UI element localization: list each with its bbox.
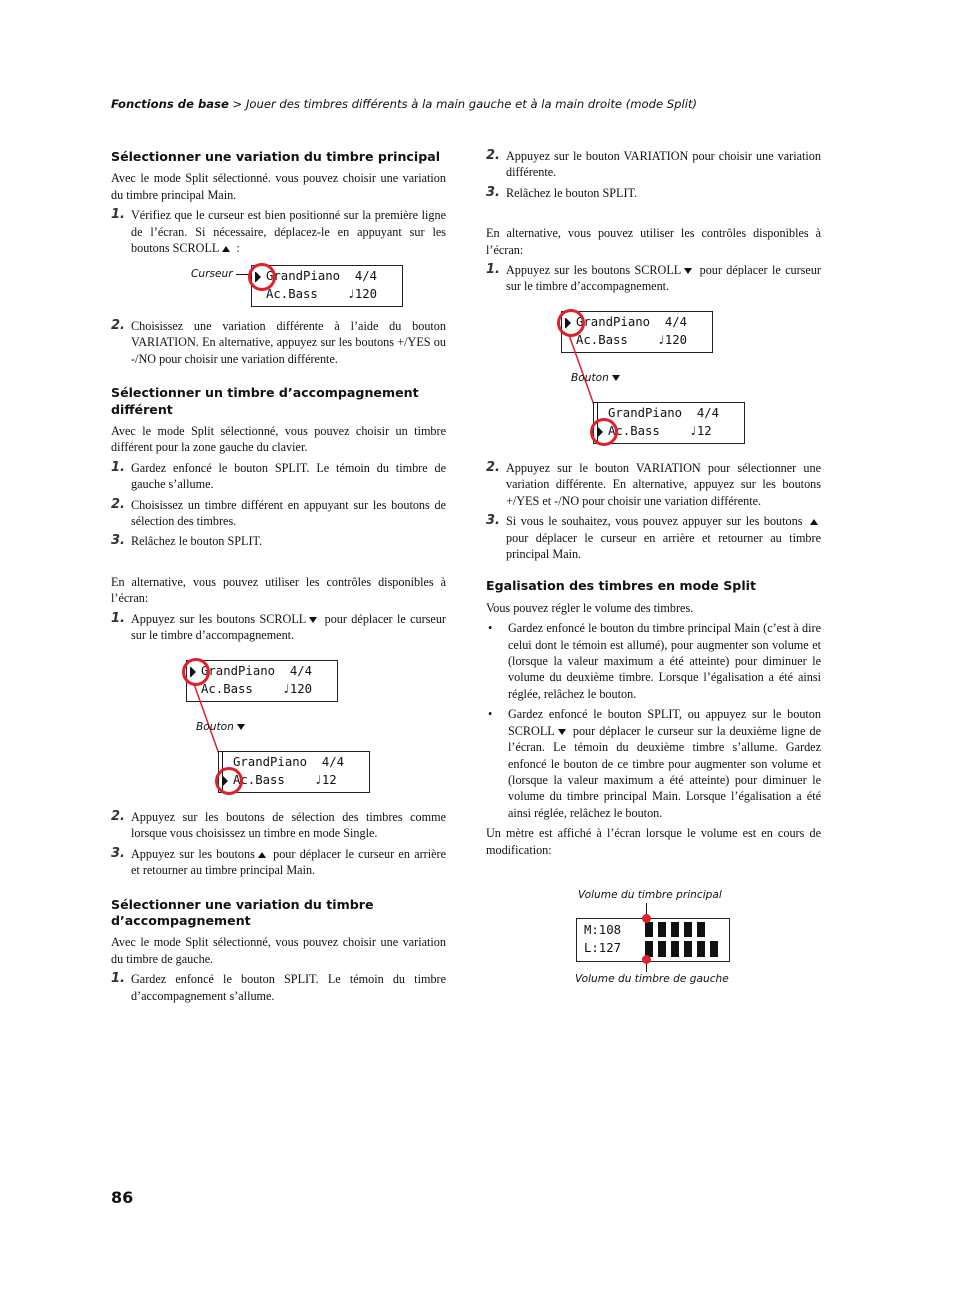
- step-text-part: pour déplacer le curseur en arrière et retourner au timbre principal Main.: [131, 846, 446, 878]
- right-column-cont: [486, 460, 821, 858]
- meter-main-value: M:108: [584, 923, 622, 937]
- step-number: 2.: [111, 318, 125, 333]
- left-column: [111, 149, 446, 256]
- volume-bar: [697, 941, 705, 957]
- step-item: [111, 497, 446, 530]
- step-text: Gardez enfoncé le bouton SPLIT. Le témoin du timbre d’accompagnement s’allume.: [131, 972, 446, 1003]
- bullet-text: [508, 706, 821, 821]
- step-item: [111, 460, 446, 493]
- lcd-line-2: [266, 286, 377, 303]
- tempo-value: 12: [696, 424, 712, 438]
- lcd-line-2: [608, 423, 712, 440]
- step-number: 3.: [486, 184, 500, 200]
- paragraph: En alternative, vous pouvez utiliser les contrôles disponibles à l’écran:: [111, 574, 446, 606]
- lcd-line-1: GrandPiano 4/4: [201, 664, 313, 678]
- step-text-part: Vérifiez que le curseur est bien positionné sur la première ligne de l’écran. Si nécessaire, déplacez-le en appuyant sur les boutons SCROLL: [131, 208, 446, 256]
- tempo-note-icon: ♩: [314, 773, 322, 787]
- tempo-value: 12: [321, 773, 337, 787]
- volume-bar: [697, 922, 705, 937]
- bullet-text-part: Gardez enfoncé le bouton SPLIT, ou appuyez sur le bouton SCROLL: [508, 707, 821, 738]
- step-number: 1.: [486, 262, 500, 278]
- scroll-up-icon: [810, 519, 818, 525]
- step-item: [486, 460, 821, 509]
- step-number: 1.: [111, 459, 125, 475]
- step-text-part: Appuyez sur les boutons: [131, 846, 255, 861]
- button-label: [196, 721, 248, 733]
- step-text-part: pour déplacer le curseur en arrière et retourner au timbre principal Main.: [506, 530, 821, 562]
- step-text: Appuyez sur le bouton VARIATION pour choisir une variation différente.: [506, 149, 821, 180]
- volume-left-marker-icon: [642, 955, 651, 964]
- step-item: [486, 262, 821, 295]
- paragraph: Vous pouvez régler le volume des timbres.: [486, 600, 694, 615]
- tempo-value: 120: [354, 287, 378, 301]
- scroll-up-icon: [258, 852, 266, 858]
- step-item: [111, 971, 446, 1004]
- step-text-part: :: [233, 241, 240, 256]
- section-heading: Sélectionner un timbre d’accompagnement différent: [111, 385, 419, 417]
- step-text: Gardez enfoncé le bouton SPLIT. Le témoin du timbre de gauche s’allume.: [131, 460, 446, 492]
- button-label-text: Bouton: [571, 372, 609, 384]
- paragraph: Avec le mode Split sélectionné, vous pouvez choisir un timbre différent pour la zone gauche du clavier.: [111, 424, 446, 455]
- volume-meter-display: [576, 918, 730, 962]
- step-item: [486, 148, 821, 181]
- lcd-line-2: [233, 772, 337, 789]
- step-number: 1.: [111, 971, 125, 987]
- lcd-line-1: GrandPiano 4/4: [266, 269, 378, 283]
- volume-bar: [684, 922, 692, 937]
- scroll-down-icon: [237, 724, 245, 730]
- step-text: [131, 611, 446, 644]
- step-text: [131, 207, 446, 256]
- scroll-up-icon: [222, 246, 230, 252]
- step-item: [111, 611, 446, 644]
- lcd-line-2-text: Ac.Bass: [576, 333, 658, 347]
- step-item: [111, 846, 446, 879]
- scroll-down-icon: [684, 268, 692, 274]
- step-text: Choisissez un timbre différent en appuyant sur les boutons de sélection des timbres.: [131, 497, 446, 529]
- bullet-text: Gardez enfoncé le bouton du timbre principal Main (c’est à dire celui dont le témoin est allumé), pour augmenter son volume et (lorsque la valeur maximum a été atteinte) pour diminuer le volume du deuxième timbre. Lorsque l’égalisation a été ainsi réglée, relâchez le bouton.: [508, 621, 821, 701]
- bullet-item: [486, 620, 821, 702]
- volume-bar: [658, 941, 666, 957]
- step-text: Appuyez sur le bouton VARIATION pour sélectionner une variation différente. En alternative, appuyez sur les boutons +/YES et -/NO pour choisir une variation différente.: [506, 461, 821, 508]
- paragraph: Avec le mode Split sélectionné, vous pouvez choisir une variation du timbre de gauche.: [111, 935, 446, 966]
- step-text-part: Appuyez sur les boutons SCROLL: [506, 263, 682, 278]
- step-number: 1.: [111, 610, 125, 626]
- left-column-cont: [111, 809, 446, 1004]
- lcd-line-2-text: Ac.Bass: [233, 773, 315, 787]
- left-column-cont: [111, 318, 446, 644]
- button-label-text: Bouton: [196, 721, 234, 733]
- breadcrumb-section: Fonctions de base: [111, 97, 229, 111]
- step-text: Relâchez le bouton SPLIT.: [506, 185, 638, 200]
- highlight-circle: [215, 767, 243, 795]
- bullet-text-part: pour déplacer le curseur sur la deuxième ligne de l’écran. Le témoin du deuxième timbre s’allume. Gardez enfoncé le bouton de ce timbre pour augmenter son volume et (lorsque la valeur maximum a été atteinte) pour diminuer le volume du timbre principal Main. Lorsque l’égalisation a été ainsi réglée, relâchez le bouton.: [508, 723, 821, 820]
- bullet-icon: •: [488, 621, 493, 636]
- breadcrumb-separator: >: [228, 97, 246, 111]
- step-number: 3.: [486, 513, 500, 529]
- step-item: [486, 185, 821, 201]
- section-heading: Sélectionner une variation du timbre d’accompagnement: [111, 896, 374, 929]
- tempo-note-icon: ♩: [282, 682, 290, 696]
- step-text-part: Si vous le souhaitez, vous pouvez appuyer sur les boutons: [506, 514, 803, 529]
- tempo-note-icon: ♩: [689, 424, 697, 438]
- breadcrumb-subsection: Jouer des timbres différents à la main gauche et à la main droite (mode Split): [245, 97, 698, 111]
- step-text: Choisissez une variation différente à l’aide du bouton VARIATION. En alternative, appuyez sur les boutons +/YES ou -/NO pour choisir une variation différente.: [131, 319, 446, 366]
- step-text: Appuyez sur les boutons de sélection des timbres comme lorsque vous choisissez un timbre en mode Single.: [131, 810, 446, 841]
- meter-left-value: L:127: [584, 941, 622, 955]
- section-heading: Sélectionner une variation du timbre principal: [111, 149, 441, 164]
- lcd-line-1: GrandPiano 4/4: [576, 315, 688, 329]
- step-number: 2.: [486, 148, 500, 163]
- step-number: 3.: [111, 845, 125, 861]
- section-heading: Egalisation des timbres en mode Split: [486, 578, 756, 594]
- paragraph: En alternative, vous pouvez utiliser les contrôles disponibles à l’écran:: [486, 226, 821, 257]
- lcd-line-2-text: Ac.Bass: [266, 287, 348, 301]
- paragraph: Un mètre est affiché à l’écran lorsque le volume est en cours de modification:: [486, 826, 821, 857]
- tempo-value: 120: [664, 333, 688, 347]
- volume-left-label: Volume du timbre de gauche: [575, 973, 729, 985]
- tempo-value: 120: [289, 682, 313, 696]
- button-label: [571, 372, 623, 384]
- page-number: 86: [111, 1188, 134, 1207]
- step-text: [506, 262, 821, 295]
- step-item: [486, 513, 821, 562]
- scroll-down-icon: [309, 617, 317, 623]
- tempo-note-icon: ♩: [347, 287, 355, 301]
- step-item: [111, 318, 446, 367]
- cursor-label: Curseur: [191, 268, 233, 280]
- bullet-item: [486, 706, 821, 821]
- step-text-part: pour déplacer le curseur sur le timbre d’accompagnement.: [506, 263, 821, 294]
- volume-bar: [645, 922, 653, 937]
- lcd-line-2-text: Ac.Bass: [201, 682, 283, 696]
- volume-bar: [671, 922, 679, 937]
- step-item: [111, 809, 446, 842]
- step-text: [506, 513, 821, 562]
- step-item: [111, 533, 446, 549]
- volume-bar: [710, 941, 718, 957]
- step-text: Relâchez le bouton SPLIT.: [131, 534, 263, 549]
- volume-bar: [671, 941, 679, 957]
- volume-main-marker-icon: [642, 914, 651, 923]
- right-column: [486, 148, 821, 295]
- paragraph: Avec le mode Split sélectionné. vous pouvez choisir une variation du timbre principal Main.: [111, 171, 446, 202]
- step-item: [111, 207, 446, 256]
- highlight-circle: [590, 418, 618, 446]
- step-number: 1.: [111, 207, 125, 223]
- bullet-icon: •: [488, 707, 493, 722]
- tempo-note-icon: ♩: [657, 333, 665, 347]
- step-text-part: pour déplacer le curseur sur le timbre d’accompagnement.: [131, 611, 446, 643]
- lcd-line-2-text: Ac.Bass: [608, 424, 690, 438]
- volume-bar: [658, 922, 666, 937]
- scroll-down-icon: [612, 375, 620, 381]
- step-number: 3.: [111, 533, 125, 549]
- step-number: 2.: [111, 496, 125, 512]
- step-text-part: Appuyez sur les boutons SCROLL: [131, 611, 307, 626]
- breadcrumb: [111, 97, 697, 111]
- lcd-line-1: GrandPiano 4/4: [233, 755, 345, 769]
- highlight-circle: [248, 263, 276, 291]
- step-text: [131, 846, 446, 879]
- volume-bar: [684, 941, 692, 957]
- step-number: 2.: [111, 809, 125, 824]
- scroll-down-icon: [558, 729, 566, 735]
- lcd-line-1: GrandPiano 4/4: [608, 406, 720, 420]
- step-number: 2.: [486, 460, 500, 475]
- volume-main-label: Volume du timbre principal: [578, 889, 722, 901]
